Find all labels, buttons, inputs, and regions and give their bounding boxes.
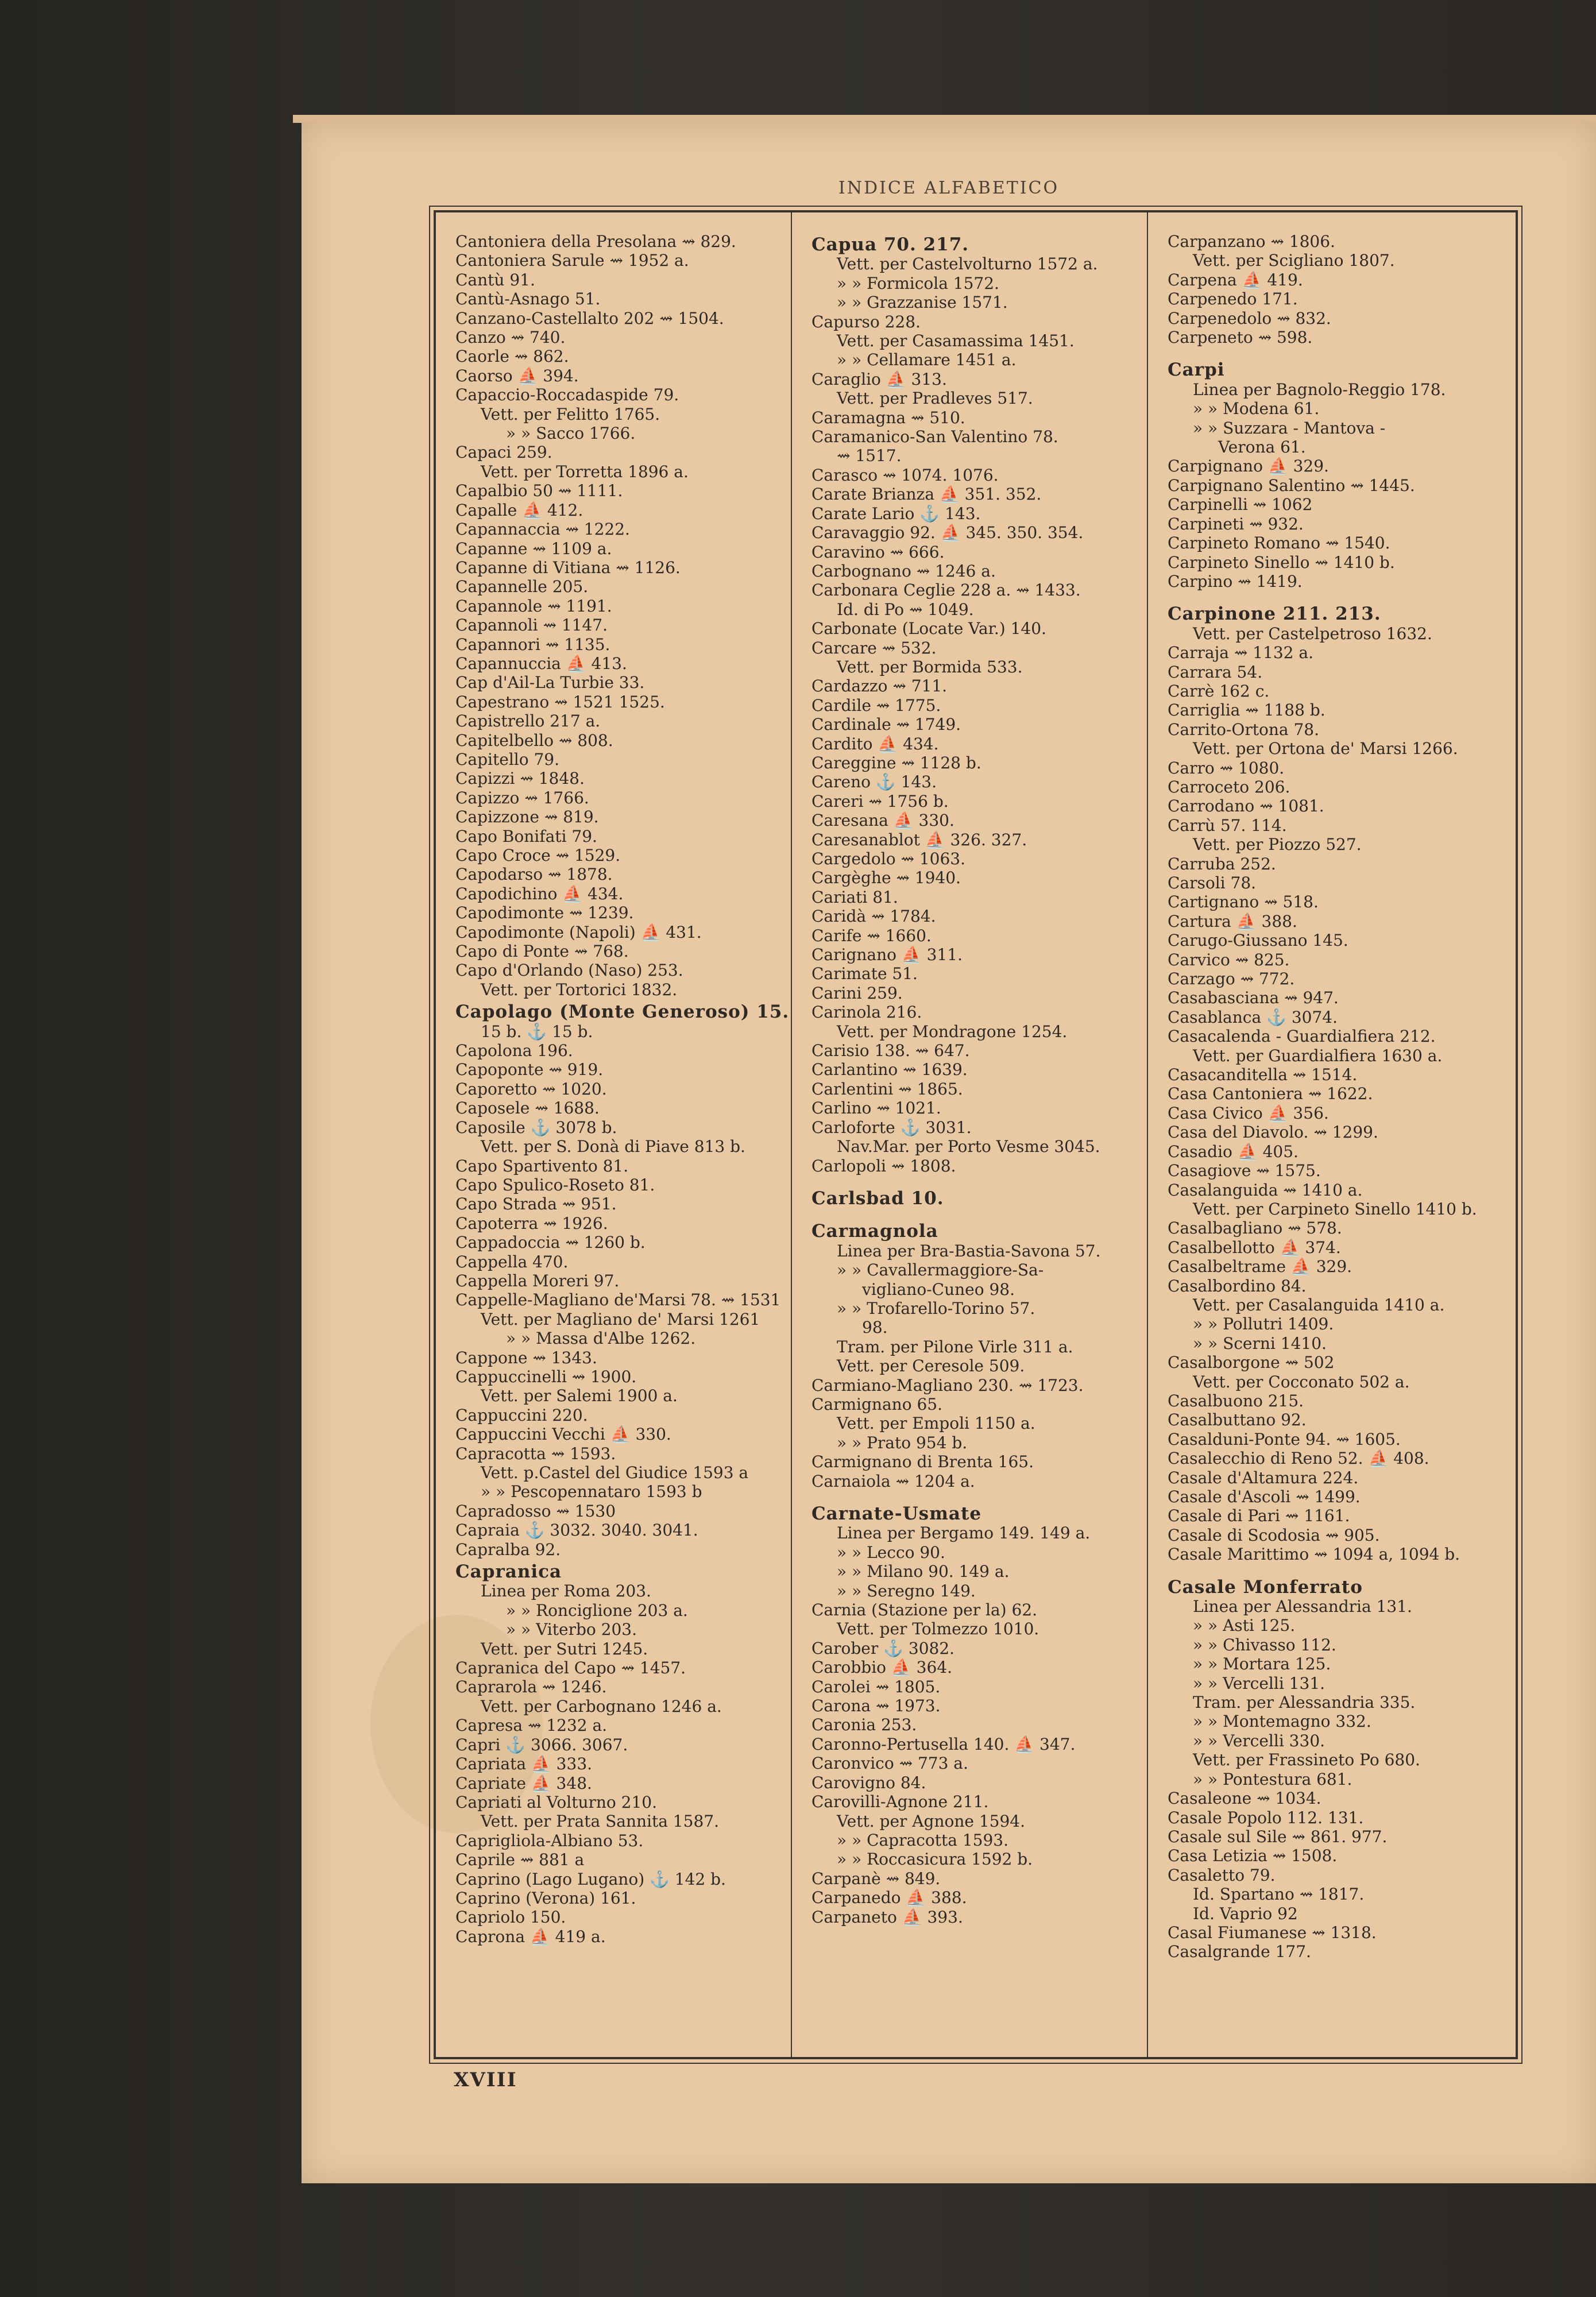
index-entry: Carisio 138. ⇝ 647.	[811, 1041, 970, 1061]
index-entry: Carpeneto ⇝ 598.	[1168, 328, 1313, 347]
index-entry: Capannoli ⇝ 1147.	[455, 616, 608, 635]
index-entry: Casale Marittimo ⇝ 1094 a, 1094 b.	[1168, 1545, 1460, 1564]
index-entry: Capriate ⛵ 348.	[455, 1773, 592, 1793]
index-entry: Vett. per Casalanguida 1410 a.	[1193, 1295, 1445, 1314]
index-column-2	[792, 212, 1148, 2057]
index-entry: Carbonate (Locate Var.) 140.	[811, 619, 1046, 639]
index-entry: Vett. per Agnone 1594.	[837, 1811, 1026, 1831]
index-entry: Capannole ⇝ 1191.	[455, 596, 612, 616]
index-entry: Capolona 196.	[455, 1041, 573, 1061]
page-number: XVIII	[454, 2068, 517, 2091]
index-entry: Casacalenda - Guardialfiera 212.	[1168, 1027, 1436, 1046]
index-entry: Carinola 216.	[811, 1003, 922, 1022]
index-entry: Linea per Alessandria 131.	[1193, 1597, 1412, 1617]
index-entry: » » Cavallermaggiore-Sa-	[837, 1260, 1044, 1280]
index-entry: Capo Bonifati 79.	[455, 826, 597, 846]
index-entry: Capo di Ponte ⇝ 768.	[455, 942, 629, 961]
index-entry: Casa Civico ⛵ 356.	[1168, 1103, 1329, 1123]
index-entry: Vett. per Carpineto Sinello 1410 b.	[1193, 1199, 1477, 1219]
index-entry: Vett. per Casamassima 1451.	[837, 331, 1075, 351]
entry-spacer	[1168, 1564, 1509, 1575]
index-entry: Caresanablot ⛵ 326. 327.	[811, 830, 1027, 849]
index-entry: Carbognano ⇝ 1246 a.	[811, 561, 996, 581]
index-entry: » » Massa d'Albe 1262.	[506, 1329, 696, 1348]
index-entry: Capoterra ⇝ 1926.	[455, 1213, 608, 1233]
entry-spacer	[1168, 347, 1509, 357]
index-entry: Capizzone ⇝ 819.	[455, 807, 599, 827]
index-entry: Cardinale ⇝ 1749.	[811, 715, 961, 734]
index-entry: Carovigno 84.	[811, 1773, 926, 1792]
index-entry: Carpanedo ⛵ 388.	[811, 1888, 967, 1908]
index-entry: Canzano-Castellalto 202 ⇝ 1504.	[455, 308, 724, 328]
index-entry: Casalbuttano 92.	[1168, 1410, 1307, 1430]
index-entry: Casa Cantoniera ⇝ 1622.	[1168, 1084, 1373, 1104]
index-entry: Vett. per Pradleves 517.	[837, 389, 1033, 408]
index-entry: Careno ⚓ 143.	[811, 772, 937, 792]
index-entry: Casacanditella ⇝ 1514.	[1168, 1065, 1358, 1085]
index-entry: Carpignano Salentino ⇝ 1445.	[1168, 475, 1415, 495]
index-entry: Vett. per Mondragone 1254.	[837, 1022, 1068, 1041]
index-entry: Carpinelli ⇝ 1062	[1168, 495, 1313, 515]
index-entry: Carate Lario ⚓ 143.	[811, 504, 981, 523]
index-entry: Cappadoccia ⇝ 1260 b.	[455, 1233, 646, 1252]
index-entry: Cappone ⇝ 1343.	[455, 1348, 597, 1367]
index-entry: Casale Popolo 112. 131.	[1168, 1808, 1364, 1827]
index-entry: Caronvico ⇝ 773 a.	[811, 1754, 968, 1773]
index-entry: Vett. per Tortorici 1832.	[481, 980, 678, 999]
index-entry: Capistrello 217 a.	[455, 711, 601, 731]
index-entry: Carro ⇝ 1080.	[1168, 758, 1285, 778]
index-entry: » » Roccasicura 1592 b.	[837, 1850, 1033, 1869]
index-entry: » » Mortara 125.	[1193, 1654, 1331, 1674]
index-entry: Casadio ⛵ 405.	[1168, 1142, 1299, 1161]
index-entry: Capodichino ⛵ 434.	[455, 884, 624, 903]
index-entry: Caronno-Pertusella 140. ⛵ 347.	[811, 1734, 1076, 1754]
index-entry: Cardazzo ⇝ 711.	[811, 676, 948, 696]
index-entry: Carini 259.	[811, 983, 903, 1003]
index-entry: Linea per Bagnolo-Reggio 178.	[1193, 380, 1446, 399]
index-entry: Caridà ⇝ 1784.	[811, 907, 936, 926]
index-entry: Caramanico-San Valentino 78.	[811, 427, 1058, 447]
index-entry: Cap d'Ail-La Turbie 33.	[455, 673, 645, 693]
index-entry: Carate Brianza ⛵ 351. 352.	[811, 485, 1042, 504]
index-entry: Carimate 51.	[811, 964, 918, 984]
index-entry: Cantù-Asnago 51.	[455, 289, 601, 309]
index-entry: Carpineti ⇝ 932.	[1168, 514, 1304, 533]
index-entry: » » Trofarello-Torino 57.	[837, 1298, 1035, 1318]
index-heading: Carpinone 211. 213.	[1168, 604, 1381, 625]
index-heading: Carmagnola	[811, 1221, 938, 1242]
index-entry: Vett. per Ceresole 509.	[837, 1356, 1025, 1376]
index-entry: Casablanca ⚓ 3074.	[1168, 1007, 1338, 1027]
index-entry: Carona ⇝ 1973.	[811, 1696, 941, 1716]
index-entry: Id. Vaprio 92	[1193, 1904, 1298, 1923]
index-entry: Casalanguida ⇝ 1410 a.	[1168, 1180, 1363, 1200]
index-entry: Cargèghe ⇝ 1940.	[811, 868, 961, 888]
entry-spacer	[1168, 591, 1509, 601]
index-entry: Caronia 253.	[811, 1715, 917, 1735]
index-entry: » » Cellamare 1451 a.	[837, 350, 1017, 370]
index-heading: Casale Monferrato	[1168, 1576, 1363, 1598]
index-entry: Carraja ⇝ 1132 a.	[1168, 643, 1313, 663]
index-entry: Capizzo ⇝ 1766.	[455, 788, 589, 807]
index-entry: Carrù 57. 114.	[1168, 815, 1287, 835]
index-entry: Carloforte ⚓ 3031.	[811, 1117, 972, 1137]
index-entry: » » Vercelli 131.	[1193, 1673, 1326, 1693]
index-entry: Vett. per Sutri 1245.	[481, 1639, 648, 1658]
index-entry: Capaccio-Roccadaspide 79.	[455, 385, 679, 405]
index-entry: Cartignano ⇝ 518.	[1168, 892, 1319, 912]
index-entry: Vett. per Bormida 533.	[837, 657, 1023, 676]
index-entry: » » Formicola 1572.	[837, 273, 999, 293]
index-entry: Caravino ⇝ 666.	[811, 542, 945, 562]
index-entry: Vett. per Tolmezzo 1010.	[837, 1619, 1039, 1639]
index-entry: Carnaiola ⇝ 1204 a.	[811, 1471, 975, 1491]
index-entry: Capriati al Volturno 210.	[455, 1792, 657, 1812]
index-entry: Cantoniera Sarule ⇝ 1952 a.	[455, 251, 689, 270]
index-entry: Capannuccia ⛵ 413.	[455, 653, 627, 673]
index-entry: Carruba 252.	[1168, 854, 1276, 873]
index-entry: Capo Spartivento 81.	[455, 1156, 629, 1175]
index-entry: Carrodano ⇝ 1081.	[1168, 796, 1324, 816]
index-entry: Carpenedolo ⇝ 832.	[1168, 308, 1331, 328]
index-entry: 98.	[862, 1318, 888, 1337]
index-entry: Capanne ⇝ 1109 a.	[455, 539, 612, 558]
index-entry: Carmignano di Brenta 165.	[811, 1452, 1034, 1472]
index-entry: Carmignano 65.	[811, 1394, 942, 1414]
index-entry: Casalbuono 215.	[1168, 1391, 1304, 1410]
index-entry: Carmiano-Magliano 230. ⇝ 1723.	[811, 1375, 1084, 1395]
index-entry: Capodarso ⇝ 1878.	[455, 865, 613, 884]
index-entry: Carlino ⇝ 1021.	[811, 1099, 941, 1118]
index-entry: » » Viterbo 203.	[506, 1620, 637, 1639]
index-entry: Vett. per Guardialfiera 1630 a.	[1193, 1046, 1443, 1065]
index-entry: Capannelle 205.	[455, 577, 589, 597]
index-entry: Carpaneto ⛵ 393.	[811, 1907, 963, 1927]
index-entry: Capestrano ⇝ 1521 1525.	[455, 692, 665, 711]
index-entry: » » Capracotta 1593.	[837, 1830, 1008, 1850]
index-entry: Carpineto Sinello ⇝ 1410 b.	[1168, 552, 1395, 572]
index-entry: Carpanè ⇝ 849.	[811, 1869, 941, 1888]
index-entry: Capanne di Vitiana ⇝ 1126.	[455, 558, 681, 577]
index-entry: Capo Spulico-Roseto 81.	[455, 1175, 655, 1194]
index-entry: Carlantino ⇝ 1639.	[811, 1060, 968, 1080]
index-entry: Casale d'Altamura 224.	[1168, 1468, 1359, 1487]
index-entry: Caposele ⇝ 1688.	[455, 1099, 600, 1118]
index-entry: » » Pescopennataro 1593 b	[481, 1482, 702, 1502]
index-entry: Capriata ⛵ 333.	[455, 1754, 593, 1774]
index-entry: Capralba 92.	[455, 1540, 561, 1559]
index-entry: Carpenedo 171.	[1168, 289, 1298, 309]
index-entry: ⇝ 1517.	[837, 446, 902, 466]
index-entry: Caprino (Verona) 161.	[455, 1888, 636, 1908]
index-entry: Carasco ⇝ 1074. 1076.	[811, 465, 999, 485]
index-entry: Vett. per Cocconato 502 a.	[1193, 1372, 1410, 1391]
index-entry: Carobbio ⛵ 364.	[811, 1658, 953, 1677]
index-entry: Vett. per S. Donà di Piave 813 b.	[481, 1137, 745, 1157]
index-entry: Caporetto ⇝ 1020.	[455, 1079, 607, 1099]
index-entry: Capitello 79.	[455, 749, 560, 769]
index-entry: Capalle ⛵ 412.	[455, 500, 583, 520]
index-entry: Casa Letizia ⇝ 1508.	[1168, 1846, 1338, 1866]
index-heading: Carpi	[1168, 359, 1225, 381]
index-entry: Casaletto 79.	[1168, 1865, 1276, 1885]
index-entry: » » Sacco 1766.	[506, 424, 636, 443]
index-entry: Capizzi ⇝ 1848.	[455, 769, 585, 788]
index-entry: » » Grazzanise 1571.	[837, 293, 1008, 312]
index-entry: Carrara 54.	[1168, 662, 1263, 682]
index-entry: Cappella 470.	[455, 1252, 569, 1271]
entry-spacer	[811, 1491, 1140, 1501]
index-entry: Verona 61.	[1218, 438, 1306, 457]
index-entry: Carober ⚓ 3082.	[811, 1638, 955, 1658]
index-heading: Capolago (Monte Generoso) 15.	[455, 1001, 790, 1023]
index-entry: Vett. per Castelvolturno 1572 a.	[837, 254, 1098, 274]
index-entry: Casabasciana ⇝ 947.	[1168, 988, 1339, 1008]
index-entry: Vett. per Castelpetroso 1632.	[1193, 624, 1432, 643]
index-frame	[434, 210, 1518, 2059]
index-entry: Vett. per Piozzo 527.	[1193, 835, 1362, 854]
index-entry: Cantù 91.	[455, 270, 535, 289]
entry-spacer	[811, 1175, 1140, 1186]
index-entry: » » Pontestura 681.	[1193, 1769, 1352, 1789]
index-entry: Carolei ⇝ 1805.	[811, 1677, 941, 1696]
index-entry: Carpanzano ⇝ 1806.	[1168, 232, 1335, 251]
index-entry: Cappuccini 220.	[455, 1405, 588, 1425]
index-entry: Capo Strada ⇝ 951.	[455, 1194, 617, 1214]
index-entry: Capriolo 150.	[455, 1908, 566, 1927]
index-entry: Capalbio 50 ⇝ 1111.	[455, 481, 623, 501]
index-entry: Cappuccinelli ⇝ 1900.	[455, 1367, 637, 1386]
index-entry: Cariati 81.	[811, 887, 898, 907]
index-entry: Carovilli-Agnone 211.	[811, 1792, 989, 1812]
index-entry: Casalborgone ⇝ 502	[1168, 1353, 1335, 1372]
index-entry: Casaleone ⇝ 1034.	[1168, 1789, 1321, 1808]
index-entry: Capracotta ⇝ 1593.	[455, 1444, 616, 1463]
index-entry: Carriglia ⇝ 1188 b.	[1168, 701, 1326, 720]
index-entry: Vett. per Empoli 1150 a.	[837, 1414, 1035, 1433]
index-entry: Capannaccia ⇝ 1222.	[455, 520, 630, 539]
index-entry: Caprarola ⇝ 1246.	[455, 1677, 607, 1697]
index-entry: » » Montemagno 332.	[1193, 1712, 1371, 1731]
index-entry: Carroceto 206.	[1168, 777, 1290, 796]
index-column-1	[436, 212, 792, 2057]
index-entry: Vett. per Prata Sannita 1587.	[481, 1812, 719, 1831]
index-entry: Cappella Moreri 97.	[455, 1271, 620, 1290]
index-entry: Capaci 259.	[455, 443, 552, 462]
index-heading: Capranica	[455, 1561, 562, 1583]
index-entry: » » Chivasso 112.	[1193, 1635, 1336, 1654]
index-entry: Casale di Pari ⇝ 1161.	[1168, 1506, 1350, 1526]
index-entry: Tram. per Pilone Virle 311 a.	[837, 1337, 1073, 1356]
index-entry: Cantoniera della Presolana ⇝ 829.	[455, 232, 736, 251]
index-entry: Carbonara Ceglie 228 a. ⇝ 1433.	[811, 581, 1081, 600]
entry-spacer	[811, 1208, 1140, 1219]
index-entry: Carcare ⇝ 532.	[811, 638, 937, 658]
index-entry: Capranica del Capo ⇝ 1457.	[455, 1658, 686, 1678]
index-entry: Carrito-Ortona 78.	[1168, 720, 1320, 739]
index-entry: Casalbordino 84.	[1168, 1276, 1307, 1296]
index-entry: » » Vercelli 330.	[1193, 1731, 1326, 1750]
index-entry: Cargedolo ⇝ 1063.	[811, 849, 966, 868]
index-entry: Caraglio ⛵ 313.	[811, 369, 947, 389]
index-entry: Id. di Po ⇝ 1049.	[837, 600, 974, 619]
index-entry: Casalgrande 177.	[1168, 1942, 1311, 1962]
index-entry: » » Modena 61.	[1193, 399, 1320, 419]
index-heading: Carnate-Usmate	[811, 1503, 982, 1524]
index-entry: Capoponte ⇝ 919.	[455, 1060, 604, 1080]
index-entry: Careri ⇝ 1756 b.	[811, 791, 949, 811]
index-entry: Carpineto Romano ⇝ 1540.	[1168, 533, 1390, 553]
index-entry: Vett. per Magliano de' Marsi 1261	[481, 1309, 760, 1329]
index-entry: Casale sul Sile ⇝ 861. 977.	[1168, 1827, 1388, 1846]
index-entry: Carpena ⛵ 419.	[1168, 270, 1303, 289]
index-entry: Carvico ⇝ 825.	[1168, 950, 1290, 969]
index-entry: Casal Fiumanese ⇝ 1318.	[1168, 1923, 1377, 1942]
index-entry: Carpignano ⛵ 329.	[1168, 457, 1329, 476]
index-entry: Capri ⚓ 3066. 3067.	[455, 1735, 628, 1754]
index-entry: Carsoli 78.	[1168, 873, 1257, 892]
index-entry: Casale di Scodosia ⇝ 905.	[1168, 1525, 1380, 1545]
index-entry: Cardito ⛵ 434.	[811, 734, 939, 753]
index-entry: Carlopoli ⇝ 1808.	[811, 1156, 956, 1175]
index-entry: Caorle ⇝ 862.	[455, 347, 569, 366]
index-entry: Capraia ⚓ 3032. 3040. 3041.	[455, 1521, 698, 1540]
running-head: INDICE ALFABETICO	[838, 178, 1060, 198]
index-heading: Carlsbad 10.	[811, 1188, 944, 1209]
index-entry: vigliano-Cuneo 98.	[862, 1279, 1015, 1299]
index-entry: Capo Croce ⇝ 1529.	[455, 846, 621, 865]
index-entry: Capannori ⇝ 1135.	[455, 635, 610, 654]
index-entry: Capradosso ⇝ 1530	[455, 1501, 616, 1521]
index-entry: Canzo ⇝ 740.	[455, 328, 566, 347]
index-column-3	[1148, 212, 1516, 2057]
index-entry: Capitelbello ⇝ 808.	[455, 730, 613, 750]
index-entry: Casalduni-Ponte 94. ⇝ 1605.	[1168, 1429, 1401, 1449]
index-entry: Caprona ⛵ 419 a.	[455, 1927, 606, 1946]
index-entry: Tram. per Alessandria 335.	[1193, 1693, 1416, 1712]
index-entry: Linea per Roma 203.	[481, 1581, 651, 1601]
index-entry: Cartura ⛵ 388.	[1168, 911, 1297, 931]
index-entry: Carzago ⇝ 772.	[1168, 969, 1295, 989]
index-entry: Vett. per Felitto 1765.	[481, 404, 660, 424]
index-entry: » » Pollutri 1409.	[1193, 1314, 1334, 1334]
index-entry: Caprino (Lago Lugano) ⚓ 142 b.	[455, 1869, 726, 1889]
index-entry: Carrè 162 c.	[1168, 681, 1270, 701]
index-entry: Vett. per Frassineto Po 680.	[1193, 1750, 1420, 1770]
index-entry: Capo d'Orlando (Naso) 253.	[455, 961, 683, 980]
index-entry: Capurso 228.	[811, 312, 921, 331]
index-entry: Nav.Mar. per Porto Vesme 3045.	[837, 1137, 1100, 1157]
index-entry: Id. Spartano ⇝ 1817.	[1193, 1885, 1365, 1904]
index-entry: » » Scerni 1410.	[1193, 1333, 1327, 1353]
index-heading: Capua 70. 217.	[811, 234, 969, 255]
index-entry: Linea per Bergamo 149. 149 a.	[837, 1523, 1091, 1543]
index-entry: Carignano ⛵ 311.	[811, 945, 963, 965]
index-entry: Vett. per Scigliano 1807.	[1193, 251, 1395, 270]
index-entry: » » Suzzara - Mantova -	[1193, 418, 1386, 438]
index-entry: » » Ronciglione 203 a.	[506, 1600, 688, 1620]
index-entry: Vett. per Ortona de' Marsi 1266.	[1193, 739, 1458, 759]
index-entry: » » Lecco 90.	[837, 1542, 945, 1562]
index-page	[302, 122, 1596, 2183]
index-entry: Caramagna ⇝ 510.	[811, 408, 965, 427]
index-entry: Vett. per Torretta 1896 a.	[481, 462, 689, 481]
index-entry: Vett. per Salemi 1900 a.	[481, 1386, 678, 1406]
index-entry: Casalbagliano ⇝ 578.	[1168, 1219, 1342, 1238]
index-entry: Carife ⇝ 1660.	[811, 926, 932, 945]
index-entry: 15 b. ⚓ 15 b.	[481, 1022, 593, 1041]
index-entry: Caresana ⛵ 330.	[811, 811, 954, 830]
index-entry: Casalecchio di Reno 52. ⛵ 408.	[1168, 1449, 1429, 1468]
index-entry: Caprigliola-Albiano 53.	[455, 1831, 644, 1850]
index-entry: Casagiove ⇝ 1575.	[1168, 1161, 1321, 1181]
index-entry: Capresa ⇝ 1232 a.	[455, 1716, 608, 1735]
index-entry: Casale d'Ascoli ⇝ 1499.	[1168, 1487, 1361, 1506]
index-entry: Careggine ⇝ 1128 b.	[811, 753, 981, 772]
index-entry: Capodimonte (Napoli) ⛵ 431.	[455, 922, 702, 942]
index-entry: Carlentini ⇝ 1865.	[811, 1079, 963, 1099]
index-entry: Carugo-Giussano 145.	[1168, 931, 1348, 950]
index-entry: Caorso ⛵ 394.	[455, 366, 579, 385]
index-entry: » » Prato 954 b.	[837, 1433, 968, 1452]
index-entry: » » Milano 90. 149 a.	[837, 1562, 1010, 1581]
index-entry: Casa del Diavolo. ⇝ 1299.	[1168, 1123, 1378, 1142]
index-entry: » » Asti 125.	[1193, 1616, 1296, 1635]
index-entry: Cappuccini Vecchi ⛵ 330.	[455, 1425, 671, 1444]
index-entry: Caravaggio 92. ⛵ 345. 350. 354.	[811, 523, 1084, 543]
index-entry: Cardile ⇝ 1775.	[811, 695, 941, 715]
index-entry: Vett. per Carbognano 1246 a.	[481, 1696, 722, 1716]
index-entry: Capodimonte ⇝ 1239.	[455, 903, 634, 923]
index-entry: Cappelle-Magliano de'Marsi 78. ⇝ 1531	[455, 1290, 781, 1310]
index-entry: Vett. p.Castel del Giudice 1593 a	[481, 1463, 749, 1482]
index-entry: Casalbellotto ⛵ 374.	[1168, 1238, 1341, 1257]
index-entry: Casalbeltrame ⛵ 329.	[1168, 1257, 1352, 1277]
index-entry: Carpino ⇝ 1419.	[1168, 571, 1303, 591]
index-entry: Caposile ⚓ 3078 b.	[455, 1117, 617, 1137]
index-entry: Caprile ⇝ 881 a	[455, 1850, 585, 1870]
index-entry: Linea per Bra-Bastia-Savona 57.	[837, 1241, 1101, 1260]
index-entry: » » Seregno 149.	[837, 1581, 976, 1600]
index-entry: Carnia (Stazione per la) 62.	[811, 1600, 1037, 1620]
